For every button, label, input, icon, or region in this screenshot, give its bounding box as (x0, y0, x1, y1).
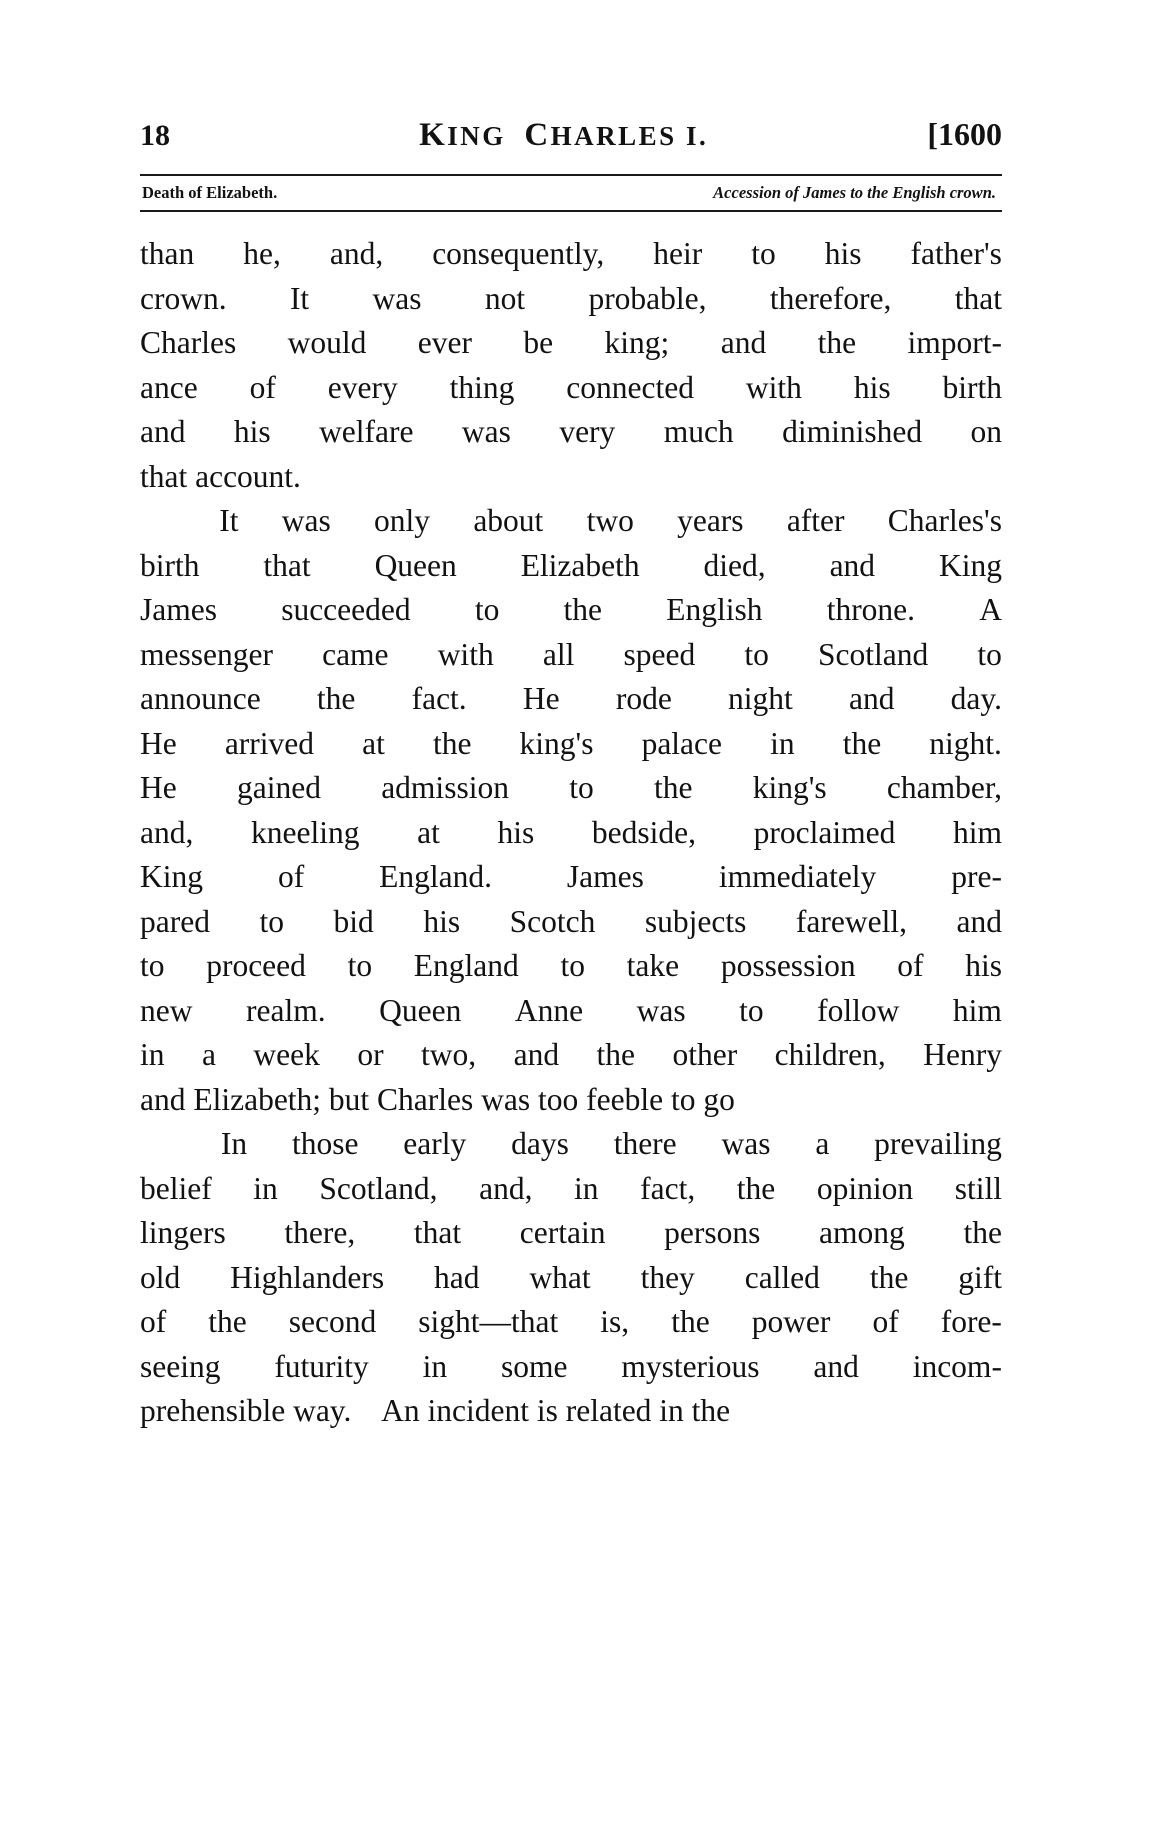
word: prehensible way. An incident is related in the (140, 1393, 731, 1428)
word: English (666, 592, 763, 627)
word: Henry (923, 1037, 1002, 1072)
word: his (853, 369, 891, 405)
word: import- (907, 325, 1002, 360)
word: to (140, 948, 165, 983)
word: proclaimed (753, 814, 896, 850)
word: there (613, 1126, 677, 1161)
sidenote-right: Accession of James to the English crown. (713, 183, 996, 202)
word: and Elizabeth; but Charles was too feeble to go (140, 1081, 735, 1117)
word: to (751, 236, 776, 271)
word: days (511, 1126, 569, 1161)
word: and, (329, 236, 384, 271)
word: than (140, 236, 195, 271)
word: was (461, 414, 511, 449)
word: other (672, 1037, 738, 1072)
word: father's (910, 236, 1002, 271)
word: kneeling (251, 814, 360, 850)
word: rode (615, 681, 672, 716)
word: years (677, 503, 744, 538)
word: of (249, 369, 276, 405)
word: and (956, 903, 1002, 939)
text-line (140, 633, 1002, 678)
running-title-c: C (524, 117, 551, 153)
word: two (586, 503, 634, 538)
word: a (815, 1126, 830, 1161)
word: crown. (140, 280, 227, 316)
word: or (357, 1037, 384, 1072)
word: that (263, 547, 311, 583)
word: futurity (274, 1348, 369, 1384)
word: only (374, 503, 431, 538)
word: pre- (951, 859, 1002, 894)
header-rule-bottom (140, 210, 1002, 212)
text-line (140, 766, 1002, 811)
word: they (640, 1259, 695, 1295)
text-line (140, 989, 1002, 1034)
text-line (140, 811, 1002, 856)
word: was (372, 280, 422, 316)
word: to (560, 948, 585, 983)
word: admission (381, 770, 509, 805)
text-line (140, 1389, 1002, 1434)
word: to (347, 948, 373, 983)
word: and (829, 547, 876, 583)
word: that account. (140, 458, 301, 494)
text-line (140, 900, 1002, 945)
word: in (574, 1170, 599, 1206)
word: with (437, 636, 494, 672)
word: fact. (411, 681, 467, 716)
word: day. (950, 681, 1002, 716)
word: power (751, 1304, 831, 1339)
word: palace (641, 725, 722, 761)
running-title-k: K (419, 117, 448, 153)
word: the (869, 1259, 909, 1295)
word: speed (623, 636, 696, 672)
word: every (327, 369, 398, 405)
word: realm. (246, 992, 326, 1028)
running-head (140, 118, 1002, 166)
word: his (233, 414, 271, 449)
word: night. (929, 725, 1002, 761)
word: to (739, 992, 764, 1028)
word: with (745, 369, 802, 405)
word: was (721, 1126, 771, 1161)
page-content (140, 118, 1002, 1434)
word: fact, (640, 1170, 696, 1206)
running-title (200, 119, 927, 152)
sidenote-row (140, 176, 1002, 210)
word: at (362, 725, 385, 761)
word: was (281, 503, 331, 538)
word: In (220, 1126, 248, 1161)
word: England. (379, 859, 492, 894)
word: A (979, 592, 1002, 627)
word: children, (774, 1037, 886, 1072)
word: opinion (816, 1170, 914, 1206)
word: Queen (379, 992, 462, 1028)
word: the (316, 681, 356, 716)
word: He (140, 725, 177, 761)
word: subjects (644, 903, 747, 939)
word: Queen (374, 547, 457, 583)
word: all (542, 636, 575, 672)
word: gift (958, 1259, 1002, 1295)
word: very (559, 414, 616, 449)
word: welfare (319, 414, 414, 449)
word: to (569, 770, 594, 805)
text-line (140, 1345, 1002, 1390)
word: in (253, 1170, 278, 1206)
paragraph (140, 1122, 1002, 1434)
word: old (140, 1259, 181, 1295)
word: of (277, 859, 305, 894)
word: king's (752, 770, 827, 805)
word: still (954, 1170, 1002, 1206)
word: on (970, 414, 1002, 449)
word: the (653, 770, 693, 805)
text-line (140, 1256, 1002, 1301)
paragraph (140, 232, 1002, 499)
word: the (596, 1037, 636, 1072)
text-line (140, 855, 1002, 900)
word: there, (284, 1215, 356, 1250)
word: his (965, 948, 1002, 983)
running-title-numeral: I. (685, 121, 709, 151)
year-bracket: [1600 (927, 116, 1002, 152)
word: much (663, 414, 734, 449)
word: probable, (588, 280, 707, 316)
word: in (770, 725, 795, 761)
word: Anne (514, 992, 584, 1028)
word: consequently, (432, 236, 605, 271)
paragraph (140, 499, 1002, 1122)
word: him (952, 814, 1002, 850)
word: early (403, 1126, 467, 1161)
word: and, (140, 814, 194, 850)
word: farewell, (795, 903, 907, 939)
text-line (140, 366, 1002, 411)
text-line (140, 944, 1002, 989)
word: he, (243, 236, 281, 271)
running-title-ing: ING (447, 121, 506, 151)
word: lingers (140, 1215, 226, 1250)
word: It (289, 280, 310, 316)
sidenote-left: Death of Elizabeth. (142, 183, 278, 202)
word: He (522, 681, 560, 716)
word: two, (421, 1037, 477, 1072)
word: connected (566, 369, 694, 405)
word: arrived (224, 725, 315, 761)
word: him (952, 992, 1002, 1028)
word: in (140, 1037, 165, 1072)
word: the (736, 1170, 776, 1206)
word: and (513, 1037, 560, 1072)
word: messenger (140, 636, 273, 672)
word: ever (417, 325, 472, 360)
word: incom- (912, 1348, 1002, 1384)
word: Scotland (818, 636, 929, 672)
text-line (140, 321, 1002, 366)
word: follow (817, 992, 900, 1028)
word: called (744, 1259, 820, 1295)
word: Charles (140, 325, 237, 360)
word: succeeded (281, 592, 411, 627)
text-line (140, 1211, 1002, 1256)
word: James (566, 859, 644, 894)
word: the (963, 1215, 1002, 1250)
word: fore- (940, 1304, 1002, 1339)
text-line (140, 1167, 1002, 1212)
word: announce (140, 681, 261, 716)
word: that (413, 1215, 462, 1250)
word: the (208, 1304, 247, 1339)
word: Scotland, (319, 1170, 438, 1206)
running-title-harles: HARLES (550, 121, 677, 151)
text-line (140, 1122, 1002, 1167)
word: night (728, 681, 793, 716)
word: of (140, 1304, 167, 1339)
word: king's (519, 725, 594, 761)
word: seeing (140, 1348, 221, 1384)
word: bedside, (591, 814, 696, 850)
word: King (938, 547, 1002, 583)
word: thing (449, 369, 515, 405)
word: king; (604, 325, 670, 360)
word: Highlanders (230, 1259, 385, 1295)
word: came (322, 636, 389, 672)
word: birth (942, 369, 1002, 405)
word: bid (333, 903, 374, 939)
text-line (140, 410, 1002, 455)
word: what (529, 1259, 591, 1295)
text-line (140, 1078, 1002, 1123)
word: would (287, 325, 367, 360)
text-line (140, 232, 1002, 277)
word: was (636, 992, 686, 1028)
word: take (626, 948, 680, 983)
word: Elizabeth (520, 547, 640, 583)
word: his (824, 236, 862, 271)
paragraph-indent (140, 499, 176, 544)
word: sight—that (418, 1304, 559, 1339)
word: the (842, 725, 882, 761)
word: and, (479, 1170, 533, 1206)
word: had (434, 1259, 480, 1295)
word: week (253, 1037, 320, 1072)
word: those (291, 1126, 359, 1161)
word: the (432, 725, 472, 761)
word: Scotch (509, 903, 596, 939)
word: He (140, 770, 177, 805)
text-line (140, 677, 1002, 722)
text-line (140, 1300, 1002, 1345)
word: in (422, 1348, 448, 1384)
word: and (720, 325, 767, 360)
word: of (872, 1304, 899, 1339)
word: proceed (206, 948, 306, 983)
word: of (897, 948, 924, 983)
word: to (977, 636, 1002, 672)
word: after (786, 503, 845, 538)
word: to (744, 636, 769, 672)
text-line (140, 277, 1002, 322)
text-line (140, 455, 1002, 500)
word: throne. (826, 592, 916, 627)
word: gained (236, 770, 321, 805)
paragraph-indent (140, 1122, 176, 1167)
word: not (484, 280, 526, 316)
word: second (288, 1304, 377, 1339)
text-line (140, 1033, 1002, 1078)
word: the (817, 325, 857, 360)
word: at (417, 814, 440, 850)
word: King (140, 859, 203, 894)
word: to (259, 903, 284, 939)
word: a (201, 1037, 216, 1072)
word: pared (140, 903, 210, 939)
word: immediately (718, 859, 877, 894)
word: possession (720, 948, 856, 983)
word: that (954, 280, 1002, 316)
word: and (813, 1348, 859, 1384)
word: England (413, 948, 519, 983)
word: to (474, 592, 500, 627)
word: certain (519, 1215, 606, 1250)
word: James (140, 592, 217, 627)
word: his (423, 903, 461, 939)
word: birth (140, 547, 200, 583)
word: and (848, 681, 895, 716)
word: be (523, 325, 554, 360)
word: mysterious (621, 1348, 760, 1384)
word: ance (140, 369, 198, 405)
word: died, (703, 547, 766, 583)
word: Charles's (887, 503, 1002, 538)
word: chamber, (886, 770, 1002, 805)
word: among (819, 1215, 905, 1250)
word: heir (653, 236, 703, 271)
word: It (219, 503, 239, 538)
word: new (140, 992, 193, 1028)
word: the (671, 1304, 710, 1339)
word: prevailing (874, 1126, 1002, 1161)
page-number: 18 (140, 119, 170, 152)
word: persons (664, 1215, 761, 1250)
text-line (140, 499, 1002, 544)
word: therefore, (769, 280, 892, 316)
word: some (500, 1348, 568, 1384)
text-line (140, 722, 1002, 767)
word: is, (600, 1304, 630, 1339)
word: the (563, 592, 603, 627)
text-line (140, 588, 1002, 633)
word: and (140, 414, 186, 449)
word: diminished (782, 414, 923, 449)
text-line (140, 544, 1002, 589)
word: belief (140, 1170, 212, 1206)
body-text (140, 232, 1002, 1434)
word: his (497, 814, 535, 850)
word: about (473, 503, 544, 538)
